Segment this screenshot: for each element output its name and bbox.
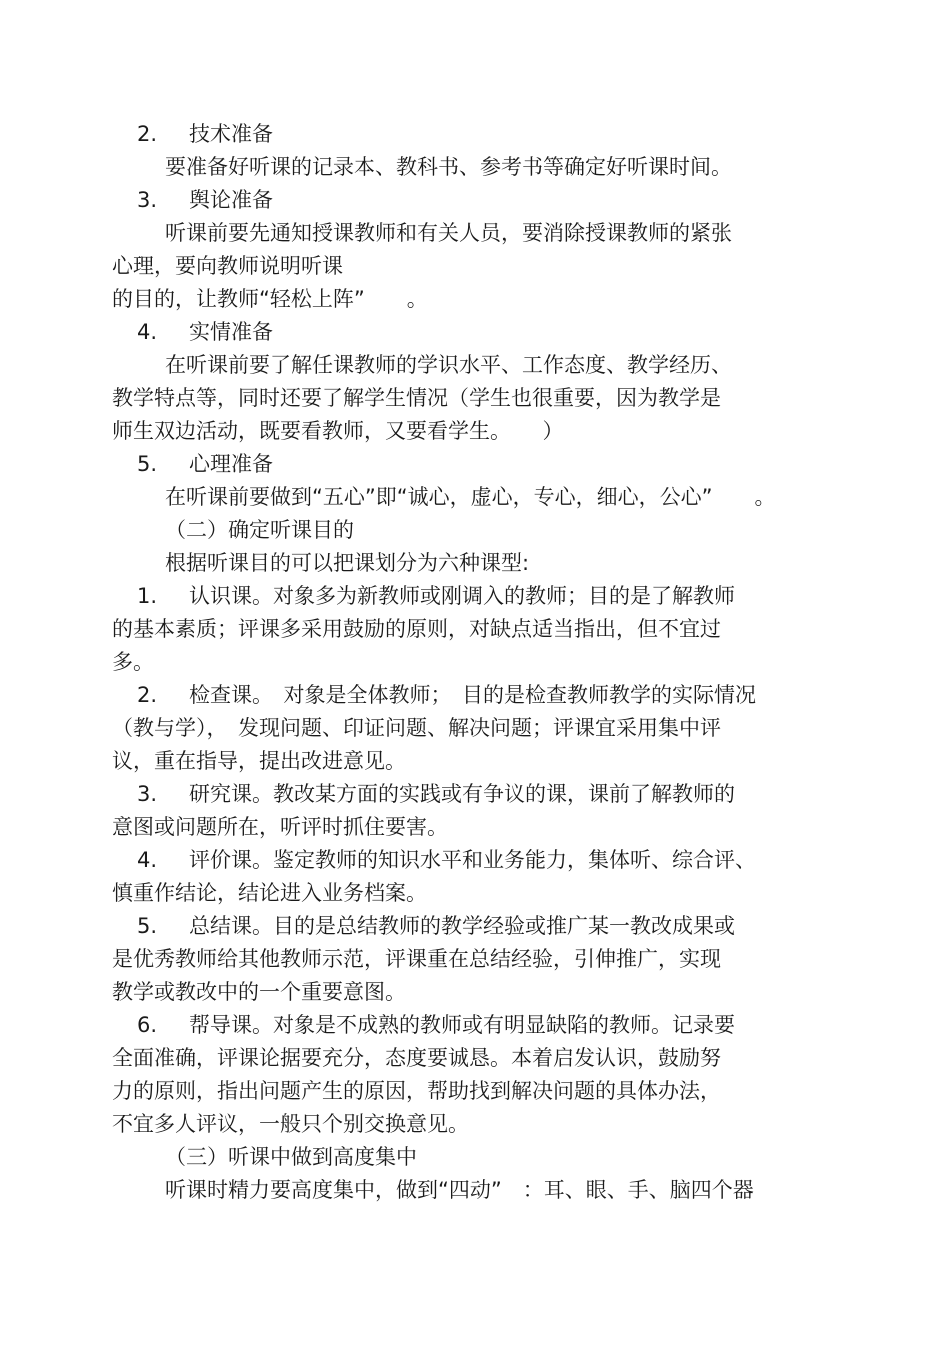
paragraph-line: 力的原则，指出问题产生的原因，帮助找到解决问题的具体办法， — [112, 1079, 721, 1103]
paragraph-line: 根据听课目的可以把课划分为六种课型: — [165, 551, 530, 575]
section-heading-purpose: （二）确定听课目的 — [165, 518, 354, 542]
item-number: 6. — [137, 1013, 158, 1037]
paragraph-line: 的目的，让教师“轻松上阵” 。 — [112, 287, 428, 311]
paragraph-line: 在听课前要了解任课教师的学识水平、工作态度、教学经历、 — [165, 353, 732, 377]
heading-situation-prep: 实情准备 — [189, 320, 273, 344]
section-heading-concentration: （三）听课中做到高度集中 — [165, 1145, 417, 1169]
paragraph-line: 师生双边活动，既要看教师，又要看学生。 ） — [112, 419, 564, 443]
item-number: 5. — [137, 452, 158, 476]
heading-technical-prep: 技术准备 — [189, 122, 273, 146]
paragraph-line: 要准备好听课的记录本、教科书、参考书等确定好听课时间。 — [165, 155, 732, 179]
paragraph-line: 意图或问题所在，听评时抓住要害。 — [112, 815, 448, 839]
paragraph-line: 教学或教改中的一个重要意图。 — [112, 980, 406, 1004]
item-number: 5. — [137, 914, 158, 938]
list-item-line: 总结课。目的是总结教师的教学经验或推广某一教改成果或 — [189, 914, 735, 938]
item-number: 2. — [137, 122, 158, 146]
paragraph-line: 全面准确，评课论据要充分，态度要诚恳。本着启发认识，鼓励努 — [112, 1046, 721, 1070]
heading-opinion-prep: 舆论准备 — [189, 188, 273, 212]
item-number: 1. — [137, 584, 158, 608]
list-item-line: 帮导课。对象是不成熟的教师或有明显缺陷的教师。记录要 — [189, 1013, 735, 1037]
paragraph-line: 听课时精力要高度集中，做到“四动” ：耳、眼、手、脑四个器 — [165, 1178, 754, 1202]
paragraph-line: 听课前要先通知授课教师和有关人员，要消除授课教师的紧张 — [165, 221, 732, 245]
paragraph-line: 多。 — [112, 650, 154, 674]
list-item-line: 评价课。鉴定教师的知识水平和业务能力，集体听、综合评、 — [189, 848, 756, 872]
list-item-line: 检查课。 对象是全体教师； 目的是检查教师教学的实际情况 — [189, 683, 756, 707]
paragraph-line: 教学特点等，同时还要了解学生情况（学生也很重要，因为教学是 — [112, 386, 721, 410]
item-number: 2. — [137, 683, 158, 707]
paragraph-line: 慎重作结论，结论进入业务档案。 — [112, 881, 427, 905]
item-number: 3. — [137, 188, 158, 212]
list-item-line: 研究课。教改某方面的实践或有争议的课，课前了解教师的 — [189, 782, 735, 806]
item-number: 4. — [137, 848, 158, 872]
paragraph-line: 在听课前要做到“五心”即“诚心，虚心，专心，细心，公心” 。 — [165, 485, 776, 509]
paragraph-line: 的基本素质；评课多采用鼓励的原则，对缺点适当指出，但不宜过 — [112, 617, 721, 641]
paragraph-line: 是优秀教师给其他教师示范，评课重在总结经验，引伸推广，实现 — [112, 947, 721, 971]
item-number: 4. — [137, 320, 158, 344]
item-number: 3. — [137, 782, 158, 806]
paragraph-line: 不宜多人评议，一般只个别交换意见。 — [112, 1112, 469, 1136]
paragraph-line: （教与学）， 发现问题、印证问题、解决问题；评课宜采用集中评 — [112, 716, 721, 740]
list-item-line: 认识课。对象多为新教师或刚调入的教师；目的是了解教师 — [189, 584, 735, 608]
paragraph-line: 心理，要向教师说明听课 — [112, 254, 343, 278]
heading-mental-prep: 心理准备 — [189, 452, 273, 476]
paragraph-line: 议，重在指导，提出改进意见。 — [112, 749, 406, 773]
